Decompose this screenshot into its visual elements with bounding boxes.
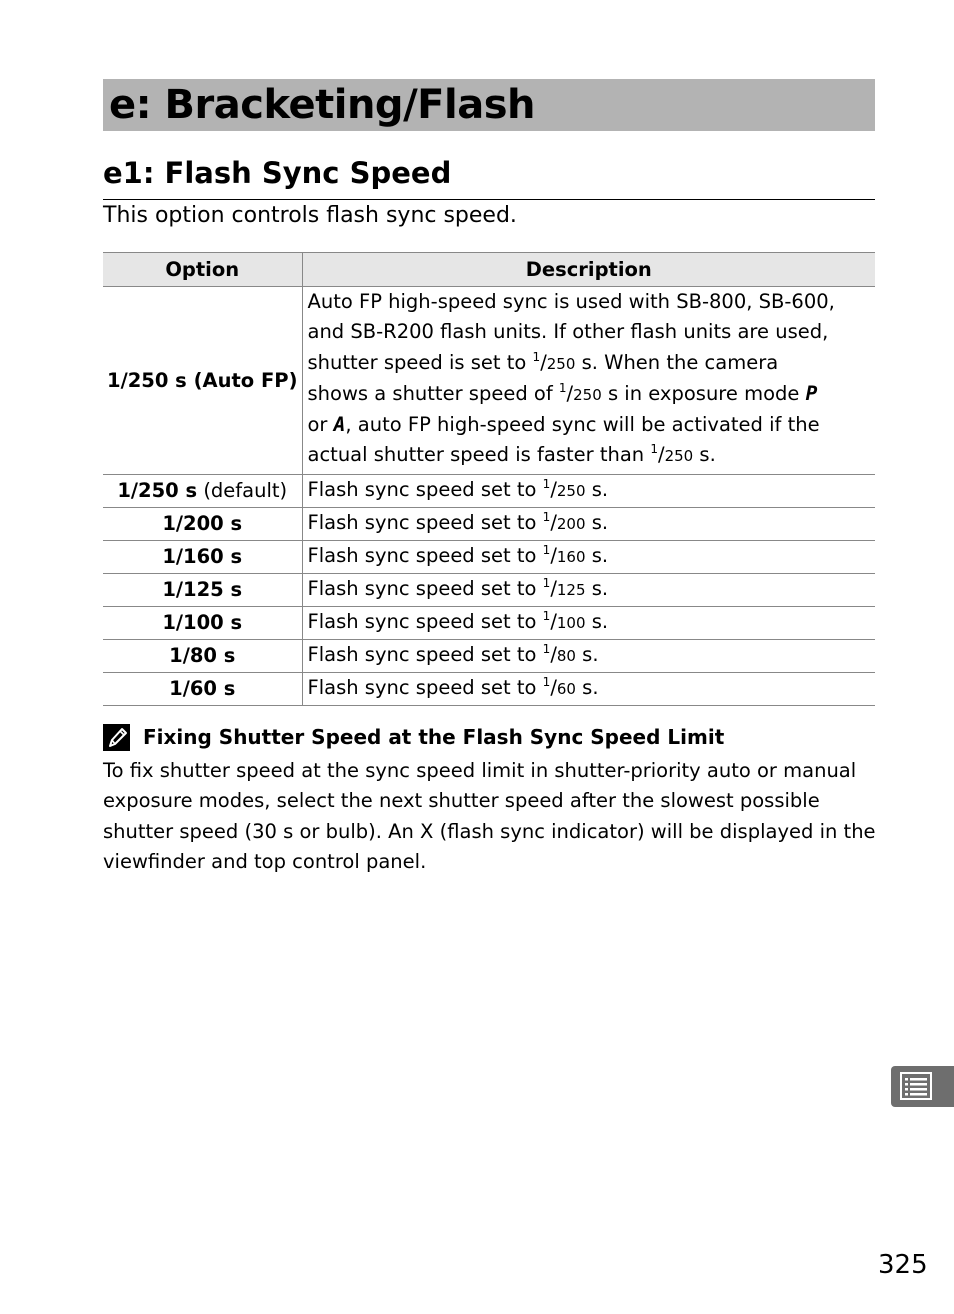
option-cell	[103, 606, 302, 639]
note-body: To fix shutter speed at the sync speed limit in shutter-priority auto or manual exposure modes, select the next shutter speed after the slowest possible shutter speed (30 s or bulb). An X (flash sync indicator) will be displayed in the viewfinder and top control panel.	[103, 759, 876, 873]
desc-text: Flash sync speed set to	[307, 577, 543, 601]
description-cell	[302, 672, 875, 705]
table-row	[103, 507, 875, 540]
fraction-denominator: 125	[556, 581, 586, 600]
desc-text: s.	[585, 577, 609, 601]
fraction-slash: /	[550, 544, 557, 568]
desc-text: s.	[585, 544, 609, 568]
option-cell: 1/250 s (Auto FP)	[103, 287, 302, 475]
mode-a-glyph: A	[333, 413, 346, 437]
description-cell	[302, 474, 875, 507]
description-cell	[302, 573, 875, 606]
fraction-slash: /	[550, 577, 557, 601]
page-number: 325	[878, 1250, 928, 1280]
fraction-slash: /	[550, 511, 557, 535]
fraction-slash: /	[566, 381, 574, 405]
chapter-title: e: Bracketing/Flash	[109, 82, 535, 128]
section-title: e1: Flash Sync Speed	[103, 156, 452, 190]
table-row	[103, 606, 875, 639]
option-value: 1/125 s	[162, 578, 243, 602]
fraction-numerator: 1	[532, 349, 541, 364]
table-row	[103, 474, 875, 507]
fraction-numerator: 1	[542, 675, 551, 690]
fraction-numerator: 1	[542, 642, 551, 657]
fraction-slash: /	[550, 676, 557, 700]
mode-p-glyph: P	[805, 381, 818, 405]
option-cell	[103, 639, 302, 672]
table-row	[103, 540, 875, 573]
option-cell	[103, 474, 302, 507]
table-row	[103, 672, 875, 705]
desc-text: or	[307, 413, 334, 437]
fraction-numerator: 1	[542, 576, 551, 591]
desc-text: shutter speed is set to	[307, 350, 533, 374]
desc-text: s.	[585, 511, 609, 535]
fraction-denominator: 250	[573, 385, 602, 404]
desc-text: and SB-R200 flash units. If other flash units are used,	[307, 320, 829, 344]
table-row	[103, 573, 875, 606]
option-cell	[103, 573, 302, 606]
column-header-option: Option	[103, 253, 302, 287]
fraction-denominator: 250	[556, 482, 586, 501]
desc-text: actual shutter speed is faster than	[307, 443, 651, 467]
desc-text: s.	[585, 610, 609, 634]
desc-text: s.	[575, 643, 599, 667]
note-title: Fixing Shutter Speed at the Flash Sync Speed Limit	[143, 725, 725, 749]
note-header	[103, 722, 724, 752]
option-value: 1/60 s	[169, 677, 236, 701]
description-cell	[302, 639, 875, 672]
desc-text: Flash sync speed set to	[307, 610, 543, 634]
column-header-description: Description	[302, 253, 875, 287]
desc-text: s.	[585, 478, 609, 502]
chapter-header	[103, 79, 875, 131]
desc-text: Flash sync speed set to	[307, 643, 543, 667]
fraction-slash: /	[540, 350, 547, 374]
desc-text: Flash sync speed set to	[307, 511, 543, 535]
desc-text: Auto FP high-speed sync is used with SB-800, SB-600,	[307, 290, 835, 313]
fraction-denominator: 100	[556, 614, 586, 633]
desc-text: Flash sync speed set to	[307, 544, 543, 568]
table-row	[103, 639, 875, 672]
fraction-denominator: 200	[556, 515, 586, 534]
section-divider	[103, 199, 875, 200]
option-cell	[103, 672, 302, 705]
desc-text: Flash sync speed set to	[307, 676, 543, 700]
fraction-numerator: 1	[558, 380, 567, 395]
desc-text: s.	[575, 676, 599, 700]
table-header-row	[103, 253, 875, 287]
fraction-slash: /	[550, 610, 557, 634]
description-cell	[302, 287, 875, 475]
description-cell	[302, 606, 875, 639]
fraction-slash: /	[550, 643, 557, 667]
fraction-numerator: 1	[542, 543, 551, 558]
desc-text: shows a shutter speed of	[307, 381, 559, 405]
desc-text: Flash sync speed set to	[307, 478, 543, 502]
option-value: 1/200 s	[162, 512, 243, 536]
option-value: 1/80 s	[169, 644, 236, 668]
table-row	[103, 287, 875, 475]
description-cell	[302, 540, 875, 573]
note-pencil-icon	[103, 724, 130, 751]
fraction-denominator: 160	[556, 548, 586, 567]
options-table	[103, 252, 875, 706]
desc-text: s.	[693, 443, 716, 467]
desc-text: s in exposure mode	[601, 381, 806, 405]
option-value: 1/250 s	[117, 479, 198, 503]
fraction-numerator: 1	[542, 477, 551, 492]
fraction-numerator: 1	[650, 442, 658, 457]
fraction-numerator: 1	[542, 609, 551, 624]
fraction-slash: /	[550, 478, 557, 502]
menu-list-icon	[900, 1072, 932, 1100]
option-suffix: (default)	[197, 479, 288, 503]
fraction-denominator: 250	[546, 354, 576, 373]
fraction-denominator: 250	[664, 447, 694, 466]
desc-text: s. When the camera	[575, 350, 779, 374]
desc-text: , auto FP high-speed sync will be activated if the	[345, 413, 820, 437]
option-cell	[103, 540, 302, 573]
option-value: 1/160 s	[162, 545, 243, 569]
option-value: 1/100 s	[162, 611, 243, 635]
fraction-denominator: 60	[556, 680, 576, 699]
description-cell	[302, 507, 875, 540]
fraction-numerator: 1	[542, 510, 551, 525]
option-cell	[103, 507, 302, 540]
fraction-denominator: 80	[556, 647, 576, 666]
menu-tab[interactable]	[891, 1066, 954, 1107]
fraction-slash: /	[658, 443, 665, 467]
section-intro: This option controls flash sync speed.	[103, 203, 517, 228]
